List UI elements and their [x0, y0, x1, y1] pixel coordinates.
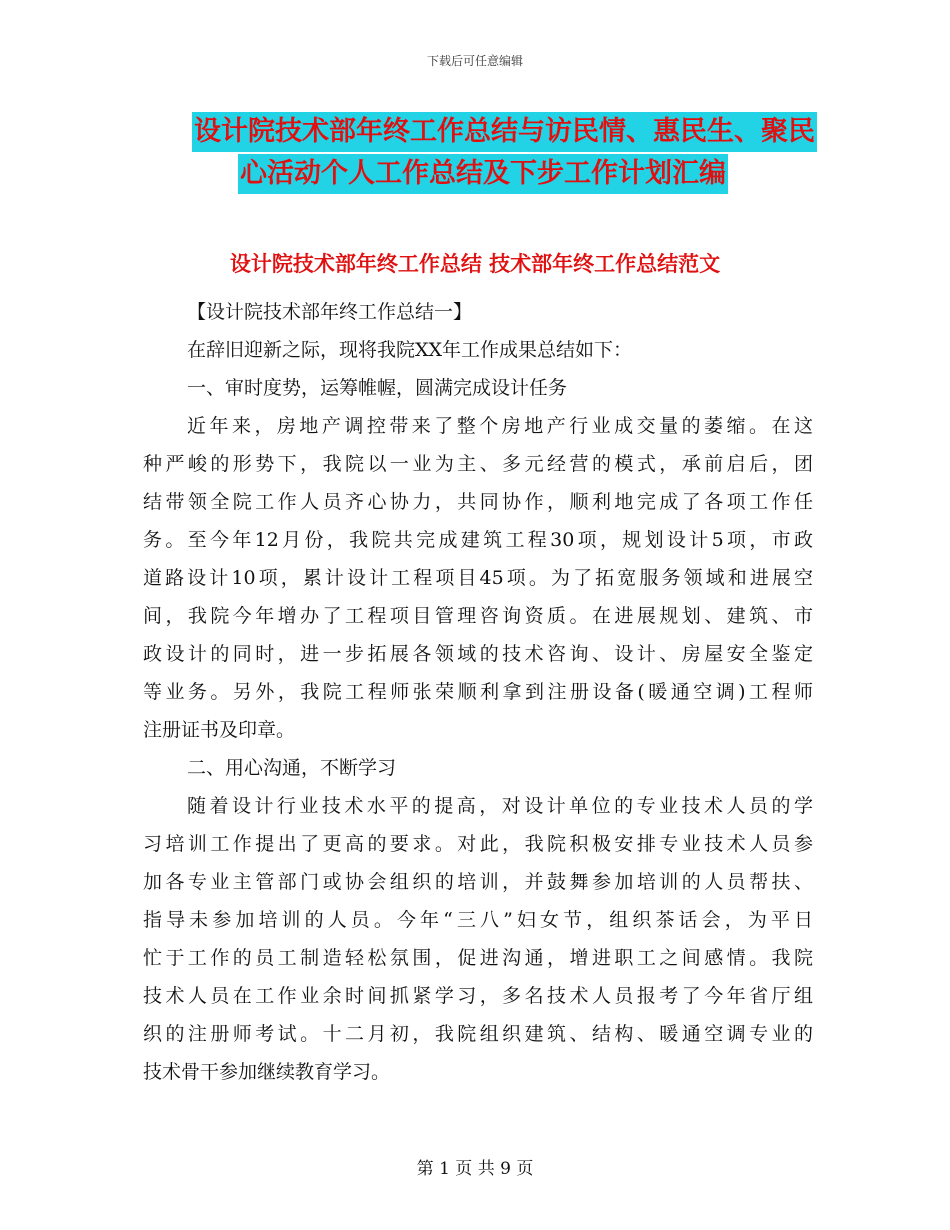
- paragraph-line: 政设计的同时，进一步拓展各领域的技术咨询、设计、房屋安全鉴定: [143, 643, 813, 665]
- page-number: 第 1 页 共 9 页: [416, 1159, 534, 1179]
- paragraph-line: 技术骨干参加继续教育学习。: [143, 1061, 391, 1083]
- paragraph-line: 等业务。另外，我院工程师张荣顺利拿到注册设备(暖通空调)工程师: [143, 681, 813, 703]
- paragraph-line: 结带领全院工作人员齐心协力，共同协作，顺利地完成了各项工作任: [143, 491, 813, 513]
- section-heading-2: 二、用心沟通，不断学习: [187, 757, 397, 779]
- paragraph-line: 随着设计行业技术水平的提高，对设计单位的专业技术人员的学: [187, 795, 813, 817]
- paragraph-line: 种严峻的形势下，我院以一业为主、多元经营的模式，承前启后，团: [143, 453, 813, 475]
- paragraph-line: 指导未参加培训的人员。今年“三八”妇女节，组织茶话会，为平日: [143, 909, 813, 931]
- body-text: [143, 293, 813, 1091]
- paragraph-line: 忙于工作的员工制造轻松氛围，促进沟通，增进职工之间感情。我院: [143, 947, 813, 969]
- title-line-2: 心活动个人工作总结及下步工作计划汇编: [238, 154, 728, 194]
- section-heading-1: 一、审时度势，运筹帷幄，圆满完成设计任务: [187, 377, 568, 399]
- header-note: 下载后可任意编辑: [426, 54, 523, 68]
- title-line-1: 设计院技术部年终工作总结与访民情、惠民生、聚民: [192, 112, 817, 152]
- paragraph-line: 注册证书及印章。: [143, 719, 296, 741]
- paragraph-line: 间，我院今年增办了工程项目管理咨询资质。在进展规划、建筑、市: [143, 605, 813, 627]
- paragraph-line: 道路设计10项，累计设计工程项目45项。为了拓宽服务领域和进展空: [143, 567, 813, 589]
- paragraph-line: 技术人员在工作业余时间抓紧学习，多名技术人员报考了今年省厅组: [143, 985, 813, 1007]
- section-subtitle: 设计院技术部年终工作总结 技术部年终工作总结范文: [229, 252, 721, 276]
- paragraph-line: 织的注册师考试。十二月初，我院组织建筑、结构、暖通空调专业的: [143, 1023, 813, 1045]
- paragraph-line: 习培训工作提出了更高的要求。对此，我院积极安排专业技术人员参: [143, 833, 813, 855]
- paragraph-line: 加各专业主管部门或协会组织的培训，并鼓舞参加培训的人员帮扶、: [143, 871, 813, 893]
- intro-line: 在辞旧迎新之际，现将我院XX年工作成果总结如下：: [187, 339, 633, 361]
- paragraph-line: 务。至今年12月份，我院共完成建筑工程30项，规划设计5项，市政: [143, 529, 813, 551]
- section-heading-bracket: 【设计院技术部年终工作总结一】: [187, 301, 473, 323]
- paragraph-line: 近年来，房地产调控带来了整个房地产行业成交量的萎缩。在这: [187, 415, 813, 437]
